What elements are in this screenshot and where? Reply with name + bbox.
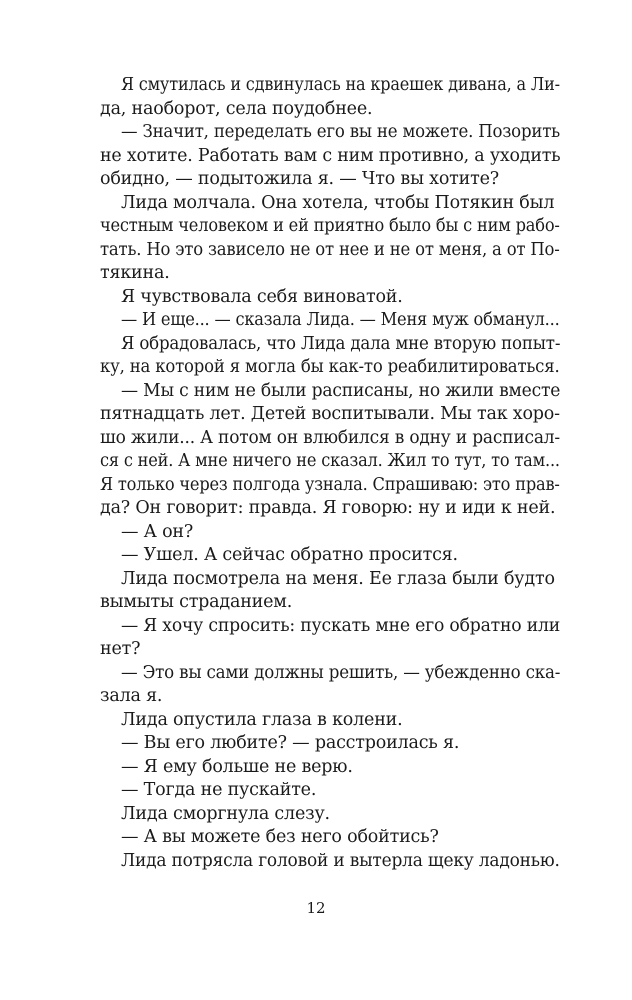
text-line: обидно, — подытожила я. — Что вы хотите? xyxy=(100,169,499,189)
text-line: — Это вы сами должны решить, — убежденно ска- xyxy=(121,662,561,683)
text-line: Лида потрясла головой и вытерла щеку ладонью. xyxy=(121,850,560,871)
text-line: — И еще... — сказала Лида. — Меня муж обманул... xyxy=(121,310,560,330)
text-line: Лида молчала. Она хотела, чтобы Потякин был xyxy=(121,192,555,213)
text-line: — Значит, переделать его вы не можете. Позорить xyxy=(121,122,561,142)
text-line: — А вы можете без него обойтись? xyxy=(121,827,439,847)
text-line: ся с ней. А мне ничего не сказал. Жил то тут, то там... xyxy=(100,451,560,471)
text-line: честным человеком и ей приятно было бы с ним рабо- xyxy=(100,216,560,236)
text-line: пятнадцать лет. Детей воспитывали. Мы так хоро- xyxy=(100,404,560,424)
text-line: вымыты страданием. xyxy=(100,592,293,612)
text-line: зала я. xyxy=(100,686,163,706)
text-line: нет? xyxy=(100,639,141,659)
text-line: — Тогда не пускайте. xyxy=(121,780,317,800)
text-line: — А он? xyxy=(121,521,194,542)
text-line: ку, на которой я могла бы как-то реабилитироваться. xyxy=(100,357,560,377)
text-line: — Ушел. А сейчас обратно просится. xyxy=(121,545,458,565)
page-number: 12 xyxy=(306,899,326,917)
text-line: Я только через полгода узнала. Спрашиваю: это прав- xyxy=(100,474,560,495)
text-line: да? Он говорит: правда. Я говорю: ну и иди к ней. xyxy=(100,498,556,518)
text-line: шо жили... А потом он влюбился в одну и расписал- xyxy=(100,427,560,448)
text-line: — Я ему больше не верю. xyxy=(121,756,353,777)
text-line: Лида сморгнула слезу. xyxy=(121,803,330,824)
text-line: Я чувствовала себя виноватой. xyxy=(121,286,403,307)
text-line: тать. Но это зависело не от нее и не от меня, а от По- xyxy=(100,239,560,260)
text-line: Я обрадовалась, что Лида дала мне вторую попыт- xyxy=(121,333,561,354)
text-line: не хотите. Работать вам с ним противно, а уходить xyxy=(100,145,561,166)
text-line: — Я хочу спросить: пускать мне его обратно или xyxy=(121,615,561,636)
text-line: Лида посмотрела на меня. Ее глаза были будто xyxy=(121,568,555,589)
text-line: Лида опустила глаза в колени. xyxy=(121,709,403,730)
text-line: — Вы его любите? — расстроилась я. xyxy=(121,733,460,753)
text-line: тякина. xyxy=(100,263,170,283)
text-line: да, наоборот, села поудобнее. xyxy=(100,98,373,119)
text-line: Я смутилась и сдвинулась на краешек дивана, а Ли- xyxy=(121,75,560,95)
text-line: — Мы с ним не были расписаны, но жили вместе xyxy=(121,380,561,401)
